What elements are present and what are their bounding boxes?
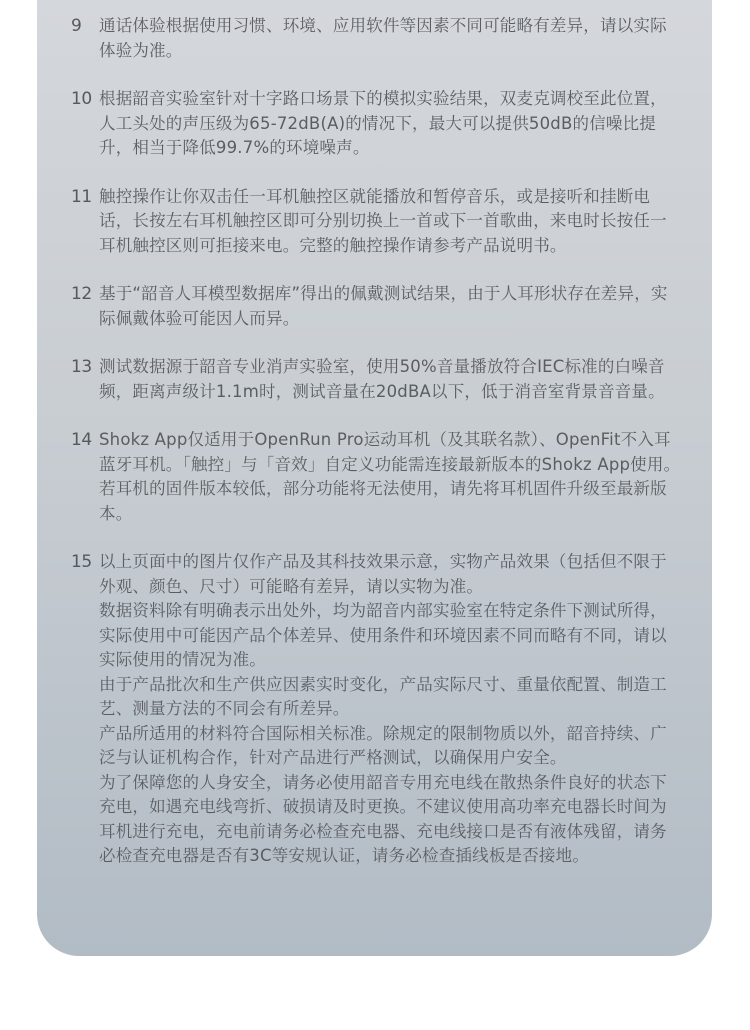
footnote-text: 基于“韶音人耳模型数据库”得出的佩戴测试结果，由于人耳形状存在差异，实际佩戴体验可能因人而异。 — [99, 284, 668, 328]
footnote-text-test-data: 数据资料除有明确表示出处外，均为韶音内部实验室在特定条件下测试所得，实际使用中可能因产品个体差异、使用条件和环境因素不同而略有不同，请以实际使用的情况为准。 — [99, 601, 667, 669]
footnotes-list — [37, 14, 712, 893]
footnote-13 — [37, 355, 712, 404]
footnote-text-materials: 产品所适用的材料符合国际相关标准。除规定的限制物质以外，韶音持续、广泛与认证机构合作，针对产品进行严格测试，以确保用户安全。 — [99, 723, 667, 767]
footnote-number: 13 — [71, 357, 92, 377]
footnote-text: 根据韶音实验室针对十字路口场景下的模拟实验结果，双麦克调校至此位置，人工头处的声压级为65-72dB(A)的情况下，最大可以提供50dB的信噪比提升，相当于降低99.7%的环境噪声。 — [99, 89, 667, 157]
footnote-9 — [37, 14, 712, 63]
footnote-number: 15 — [71, 552, 92, 572]
footnote-text-product-images: 以上页面中的图片仅作产品及其科技效果示意，实物产品效果（包括但不限于外观、颜色、尺寸）可能略有差异，请以实物为准。 — [99, 552, 667, 596]
footnote-text: 通话体验根据使用习惯、环境、应用软件等因素不同可能略有差异，请以实际体验为准。 — [99, 16, 667, 60]
footnote-number: 11 — [71, 186, 92, 207]
footnote-12 — [37, 282, 712, 331]
footnote-text: 测试数据源于韶音专业消声实验室，使用50%音量播放符合IEC标准的白噪音频，距离声级计1.1m时，测试音量在20dBA以下，低于消音室背景音音量。 — [99, 357, 665, 401]
footnote-text: Shokz App仅适用于OpenRun Pro运动耳机（及其联名款）、OpenFit不入耳蓝牙耳机。「触控」与「音效」自定义功能需连接最新版本的Shokz App使用。若耳机的固件版本较低，部分功能将无法使用，请先将耳机固件升级至最新版本。 — [99, 430, 681, 523]
footnote-10 — [37, 87, 712, 161]
footnote-number: 10 — [71, 89, 92, 109]
footnote-text-dimensions: 由于产品批次和生产供应因素实时变化，产品实际尺寸、重量依配置、制造工艺、测量方法的不同会有所差异。 — [99, 674, 667, 718]
footnote-number: 12 — [71, 284, 92, 304]
disclaimer-card — [37, 0, 712, 956]
footnote-number: 14 — [71, 430, 92, 450]
footnote-14 — [37, 428, 712, 526]
footnote-text-charging-safety: 为了保障您的人身安全，请务必使用韶音专用充电线在散热条件良好的状态下充电，如遇充电线弯折、破损请及时更换。不建议使用高功率充电器长时间为耳机进行充电，充电前请务必检查充电器、充电线接口是否有液体残留，请务必检查充电器是否有3C等安规认证，请务必检查插线板是否接地。 — [99, 772, 667, 865]
footnote-number: 9 — [71, 16, 82, 36]
footnote-text: 触控操作让你双击任一耳机触控区就能播放和暂停音乐，或是接听和挂断电话，长按左右耳机触控区即可分别切换上一首或下一首歌曲，来电时长按任一耳机触控区则可拒接来电。完整的触控操作请参考产品说明书。 — [99, 186, 667, 255]
footnote-11 — [37, 185, 712, 259]
footnote-15 — [37, 550, 712, 869]
